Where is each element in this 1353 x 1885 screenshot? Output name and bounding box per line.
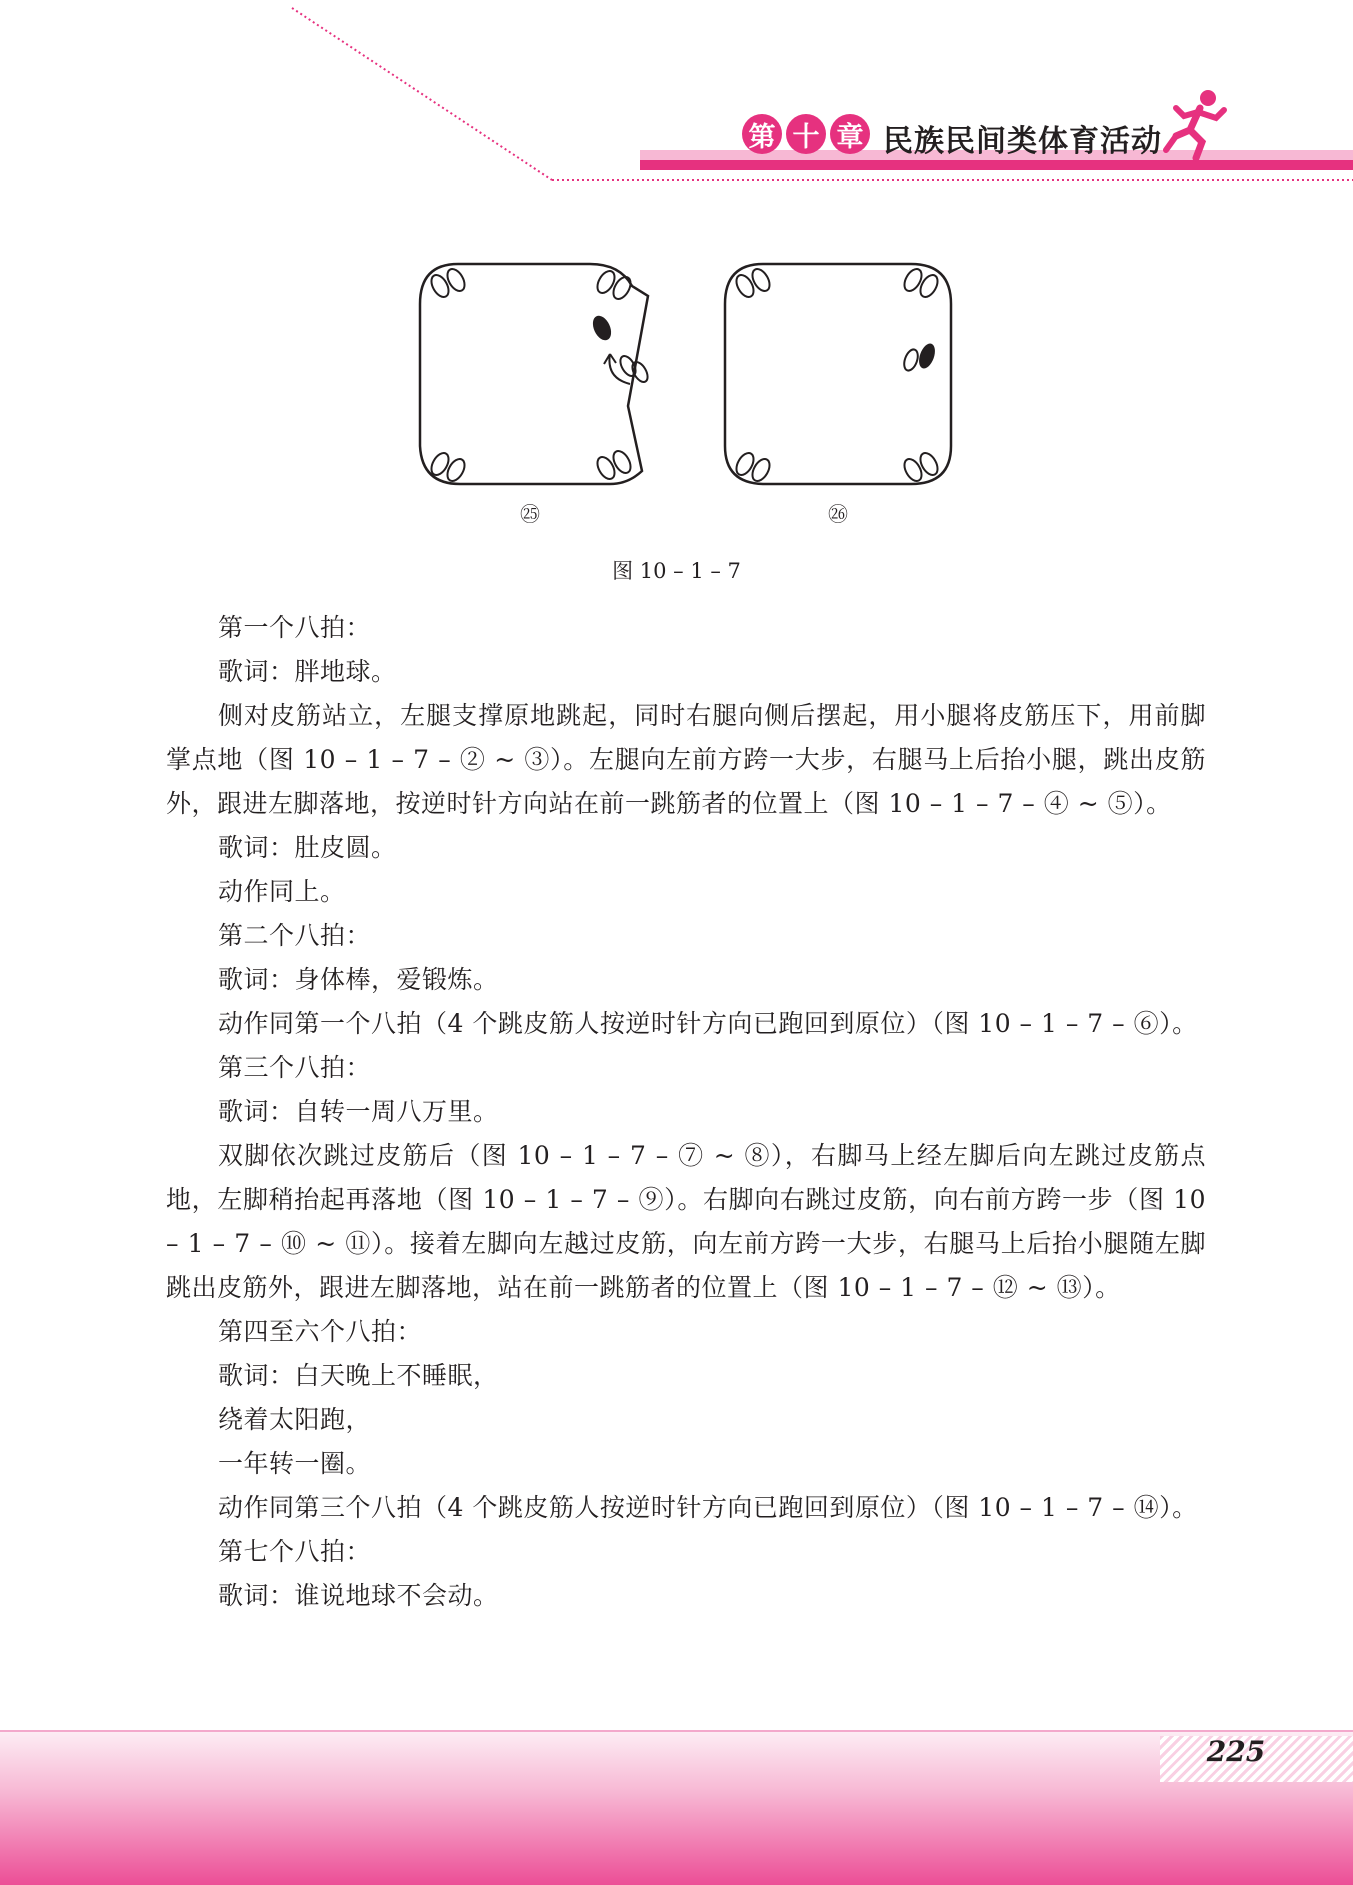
paragraph: 歌词：自转一周八万里。 (218, 1097, 499, 1126)
paragraph: 歌词：谁说地球不会动。 (218, 1581, 499, 1610)
chapter-number (742, 114, 870, 154)
runner-icon (1162, 88, 1232, 163)
chapter-badge: 十 (786, 114, 826, 154)
footprint-icon (428, 266, 651, 484)
paragraph: 侧对皮筋站立，左腿支撑原地跳起，同时右腿向侧后摆起，用小腿将皮筋压下，用前脚掌点地（图 10 – 1 – 7 – ② ~ ③）。左腿向左前方跨一大步，右腿马上后抬小腿，跳出皮筋外，跟进左脚落地，按逆时针方向站在前一跳筋者的位置上（图 10 – 1 – 7 – ④ ~ ⑤）。 (166, 701, 1206, 818)
body-text (166, 606, 1206, 1618)
paragraph: 动作同第一个八拍（4 个跳皮筋人按逆时针方向已跑回到原位）（图 10 – 1 – 7 – ⑥）。 (218, 1009, 1198, 1038)
paragraph: 动作同第三个八拍（4 个跳皮筋人按逆时针方向已跑回到原位）（图 10 – 1 – 7 – ⑭）。 (218, 1493, 1198, 1522)
chapter-badge: 章 (830, 114, 870, 154)
paragraph: 绕着太阳跑， (218, 1405, 372, 1434)
paragraph: 第四至六个八拍： (218, 1317, 423, 1346)
paragraph: 歌词：肚皮圆。 (218, 833, 397, 862)
paragraph: 动作同上。 (218, 877, 346, 906)
footer-divider (0, 1730, 1353, 1732)
diagram-panel-26 (715, 256, 965, 496)
paragraph: 歌词：身体棒，爱锻炼。 (218, 965, 499, 994)
chapter-title: 民族民间类体育活动 (883, 124, 1162, 159)
paragraph: 第一个八拍： (218, 613, 372, 642)
figure-caption: 图 10 – 1 – 7 (612, 559, 741, 583)
page-footer (0, 1730, 1353, 1885)
header-decoration (0, 0, 1353, 200)
paragraph: 歌词：白天晚上不睡眠， (218, 1361, 499, 1390)
paragraph: 歌词：胖地球。 (218, 657, 397, 686)
sub-figure-label: ㉖ (828, 502, 848, 526)
footprint-filled-icon (916, 341, 938, 370)
page-header (0, 0, 1353, 200)
paragraph: 第七个八拍： (218, 1537, 372, 1566)
paragraph: 双脚依次跳过皮筋后（图 10 – 1 – 7 – ⑦ ~ ⑧），右脚马上经左脚后向左跳过皮筋点地，左脚稍抬起再落地（图 10 – 1 – 7 – ⑨）。右脚向右跳过皮筋，向右前方跨一步（图 10 – 1 – 7 – ⑩ ~ ⑪）。接着左脚向左越过皮筋，向左前方跨一大步，右腿马上后抬小腿随左脚跳出皮筋外，跟进左脚落地，站在前一跳筋者的位置上（图 10 – 1 – 7 – ⑫ ~ ⑬）。 (166, 1141, 1206, 1302)
figure (0, 240, 1353, 590)
page-number: 225 (1206, 1735, 1266, 1768)
footprint-filled-icon (589, 313, 614, 343)
footprint-icon (733, 266, 941, 484)
paragraph: 第三个八拍： (218, 1053, 372, 1082)
chapter-badge: 第 (742, 114, 782, 154)
paragraph: 第二个八拍： (218, 921, 372, 950)
sub-figure-label: ㉕ (520, 502, 540, 526)
diagram-panel-25 (410, 256, 660, 496)
paragraph: 一年转一圈。 (218, 1449, 372, 1478)
